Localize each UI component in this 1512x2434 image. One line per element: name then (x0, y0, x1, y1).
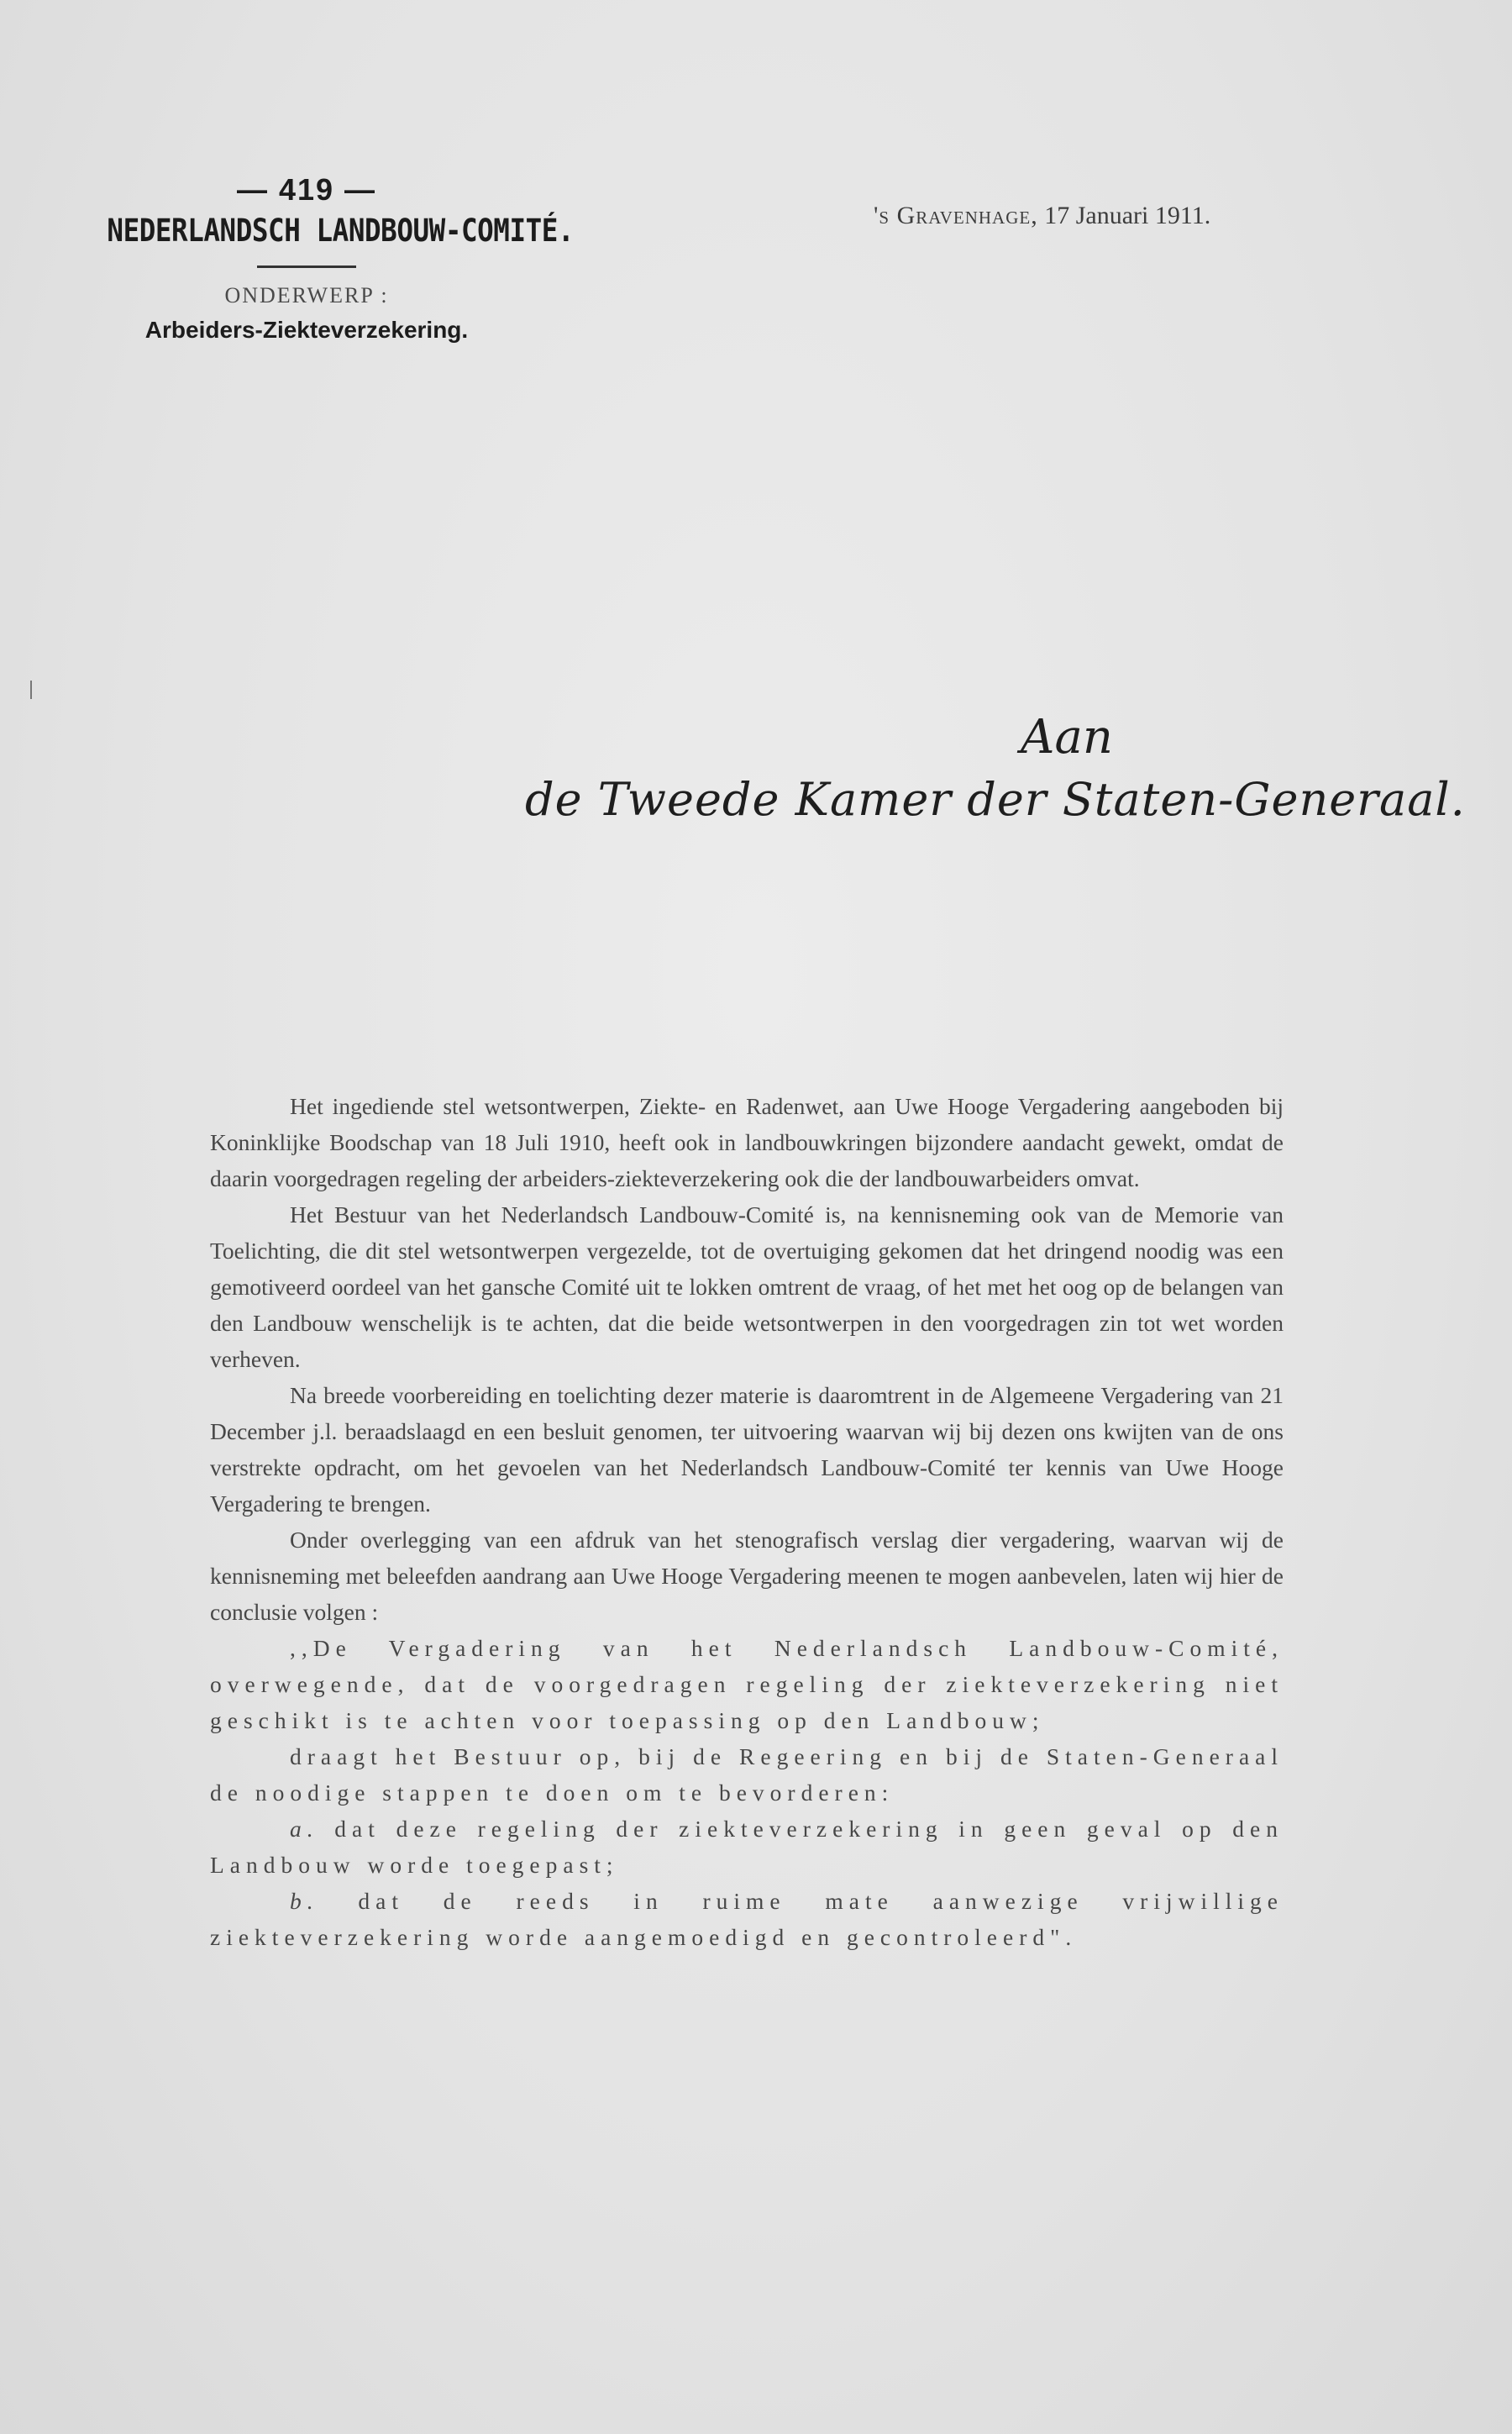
page-number: — 419 — (236, 172, 377, 207)
resolution-charge: draagt het Bestuur op, bij de Regeering en bij de Staten-Generaal de noodige stappen te doen om te bevorderen: (210, 1743, 1284, 1806)
point-a-label: a. (290, 1816, 319, 1842)
margin-mark (30, 681, 32, 699)
header-divider (257, 265, 356, 268)
point-b-text: dat de reeds in ruime mate aanwezige vrijwillige ziekteverzekering worde aangemoedigd en gecontroleerd". (210, 1888, 1284, 1950)
addressee-name: de Tweede Kamer der Staten-Generaal. (525, 773, 1466, 826)
organization-name: NEDERLANDSCH LANDBOUW-COMITÉ. (107, 213, 575, 249)
subject-title: Arbeiders-Ziekteverzekering. (144, 317, 469, 343)
resolution-point-b (210, 1883, 1284, 1955)
body-paragraph: Na breede voorbereiding en toelichting dezer materie is daaromtrent in de Algemeene Vergadering van 21 December j.l. beraadslaagd en een besluit genomen, ter uitvoering waarvan wij bij dezen ons kwijten van de ons verstrekte opdracht, om het gevoelen van het Nederlandsch Landbouw-Comité ter kennis van Uwe Hooge Vergadering te brengen. (210, 1382, 1284, 1517)
resolution-point-a (210, 1811, 1284, 1883)
letter-body (210, 1088, 1284, 1955)
body-paragraph: Het Bestuur van het Nederlandsch Landbouw-Comité is, na kennisneming ook van de Memorie van Toelichting, die dit stel wetsontwerpen vergezelde, tot de overtuiging gekomen dat het dringend noodig was een gemotiveerd oordeel van het gansche Comité uit te lokken omtrent de vraag, of het met het oog op de belangen van den Landbouw wenschelijk is te achten, dat die beide wetsontwerpen in den voorgedragen zin tot wet worden verheven. (210, 1201, 1284, 1372)
resolution-intro: ,,De Vergadering van het Nederlandsch Landbouw-Comité, overwegende, dat de voorgedragen regeling der ziekteverzekering niet geschikt is te achten voor toepassing op den Landbouw; (210, 1635, 1284, 1733)
addressee-salutation: Aan (1021, 710, 1113, 765)
subject-label: ONDERWERP : (224, 283, 389, 308)
date: 17 Januari 1911. (1044, 202, 1211, 229)
letterhead (80, 172, 575, 344)
point-a-text: dat deze regeling der ziekteverzekering in geen geval op den Landbouw worde toegepast; (210, 1816, 1284, 1878)
place-and-date (874, 202, 1210, 230)
place: 's Gravenhage, (874, 202, 1038, 229)
body-paragraph: Het ingediende stel wetsontwerpen, Ziekte- en Radenwet, aan Uwe Hooge Vergadering aangeboden bij Koninklijke Boodschap van 18 Juli 1910, heeft ook in landbouwkringen bijzondere aandacht gewekt, omdat de daarin voorgedragen regeling der arbeiders-ziekteverzekering ook die der landbouwarbeiders omvat. (210, 1093, 1284, 1191)
body-paragraph: Onder overlegging van een afdruk van het stenografisch verslag dier vergadering, waarvan wij de kennisneming met beleefden aandrang aan Uwe Hooge Vergadering meenen te mogen aanbevelen, laten wij hier de conclusie volgen : (210, 1527, 1284, 1625)
point-b-label: b. (290, 1888, 319, 1914)
